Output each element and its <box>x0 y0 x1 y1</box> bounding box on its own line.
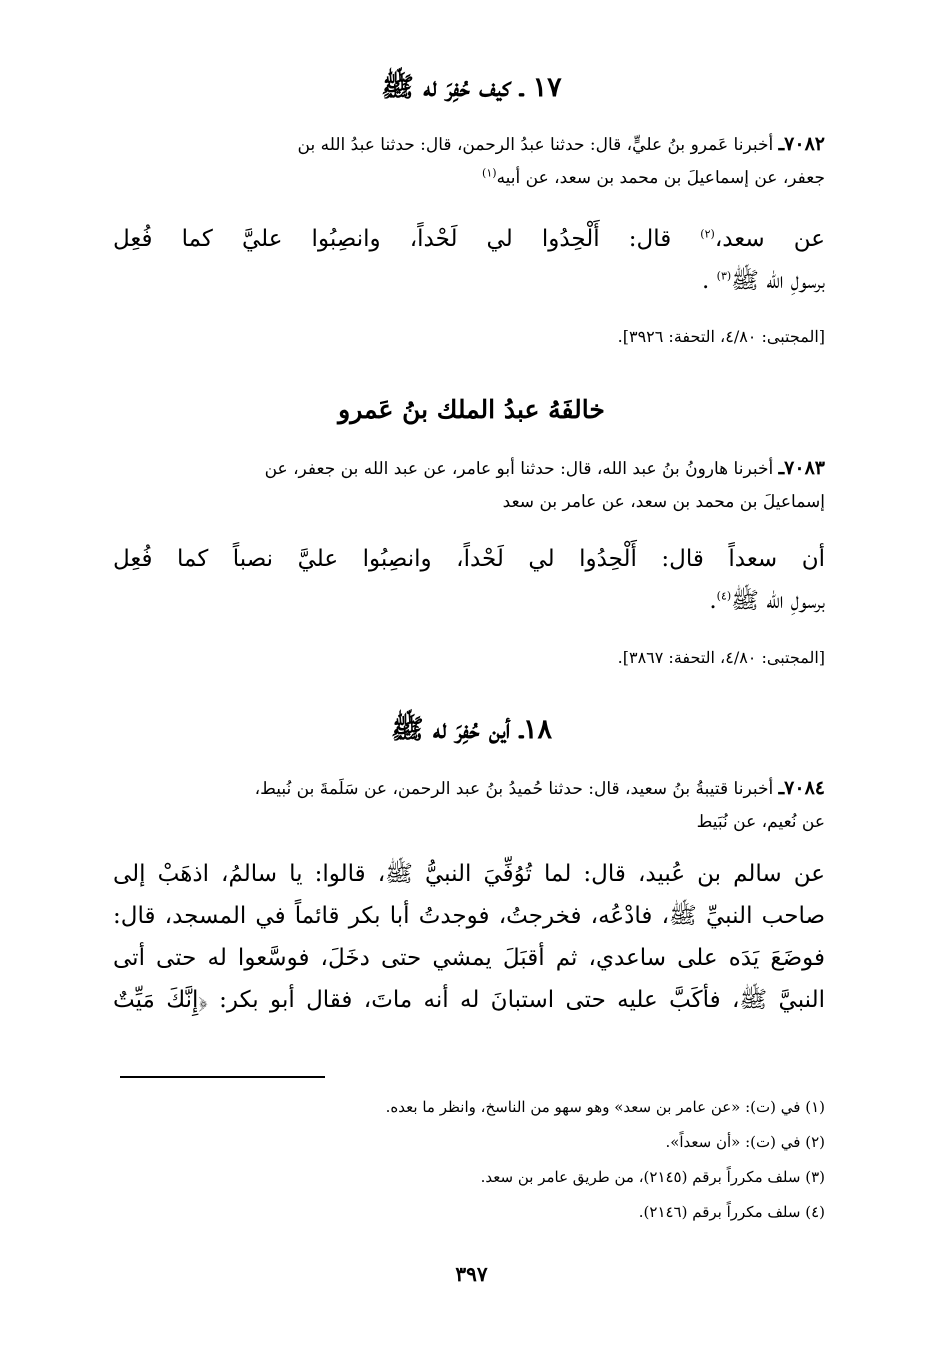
hadith-7084-matn <box>113 853 825 1021</box>
hadith-number: ٧٠٨٤ـ <box>778 777 825 799</box>
matn-text: . <box>702 268 717 294</box>
page-number: ٣٩٧ <box>455 1262 488 1286</box>
matn-line: صاحب النبيِّ ﷺ، فادْعُه، فخرجتُ، فوجدتُ أبا بكر قائماً في المسجد، قال: <box>113 903 825 929</box>
footnote-marker: (٣) <box>716 269 732 283</box>
isnad-text: أخبرنا هارونُ بنُ عبد الله، قال: حدثنا أبو عامر، عن عبد الله بن جعفر، عن <box>264 459 779 479</box>
matn-line: أن سعداً قال: أَلْحِدُوا لي لَحْداً، وانصِبُوا عليَّ نصباً كما فُعِل <box>113 546 825 572</box>
section-heading-17: ١٧ ـ كيف حُفِرَ له ﷺ <box>381 72 562 103</box>
isnad-text: أخبرنا قتيبةُ بنُ سعيد، قال: حدثنا حُميدُ بنُ عبد الرحمن، عن سَلَمةَ بن نُبيط، <box>254 779 779 799</box>
footnote-4: (٤) سلف مكرراً برقم (٢١٤٦). <box>638 1203 825 1221</box>
matn-text: . <box>709 588 717 614</box>
matn-text: قال: أَلْحِدُوا لي لَحْداً، وانصِبُوا عليَّ كما فُعِل <box>113 226 701 252</box>
isnad-text: جعفر، عن إسماعيلَ بن محمد بن سعد، عن أبيه <box>496 168 825 188</box>
hadith-7083-reference: [المجتبى: ٤/٨٠، التحفة: ٣٨٦٧]. <box>617 648 825 667</box>
footnote-3: (٣) سلف مكرراً برقم (٢١٤٥)، من طريق عامر بن سعد. <box>480 1168 825 1186</box>
isnad-text: أخبرنا عَمرو بنُ عليٍّ، قال: حدثنا عبدُ الرحمن، قال: حدثنا عبدُ الله بن <box>297 135 779 155</box>
hadith-number: ٧٠٨٢ـ <box>778 133 825 155</box>
section-heading-18: ١٨ـ أين حُفِرَ له ﷺ <box>391 714 552 745</box>
footnote-marker: (٢) <box>700 227 715 241</box>
hadith-7084-isnad <box>113 772 825 839</box>
hadith-7083-matn <box>113 538 825 622</box>
hadith-7082-isnad <box>113 128 825 195</box>
footnotes <box>113 1090 825 1230</box>
footnote-2: (٢) في (ت): «أن سعداً». <box>665 1133 825 1151</box>
hadith-number: ٧٠٨٣ـ <box>778 457 825 479</box>
matn-line: النبيَّ ﷺ، فأكَبَّ عليه حتى استبانَ له أنه ماتَ، فقال أبو بكر: ﴿إِنَّكَ مَيِّتٌ <box>113 987 825 1013</box>
footnote-divider <box>120 1076 325 1078</box>
matn-line: فوضَعَ يَدَه على ساعدي، ثم أقبَلَ يمشي حتى دخَلَ، فوسَّعوا له حتى أتى <box>113 945 825 971</box>
footnote-marker: (٤) <box>716 589 732 603</box>
matn-line: عن سالم بن عُبيد، قال: لما تُوُفِّيَ النبيُّ ﷺ، قالوا: يا سالمُ، اذهَبْ إلى <box>113 861 825 887</box>
matn-text: عن سعد، <box>714 226 826 252</box>
matn-text: برسولِ الله ﷺ <box>731 268 825 294</box>
hadith-7083-isnad <box>113 452 825 519</box>
footnote-1: (١) في (ت): «عن عامر بن سعد» وهو سهو من الناسخ، وانظر ما بعده. <box>385 1098 825 1116</box>
isnad-text: عن نُعيم، عن نُبَيط <box>696 812 825 832</box>
subheading: خالفَهُ عبدُ الملك بنُ عَمرو <box>338 395 605 424</box>
matn-line <box>113 580 825 622</box>
matn-text: برسولِ الله ﷺ <box>731 588 825 614</box>
matn-line <box>113 218 825 260</box>
hadith-7082-reference: [المجتبى: ٤/٨٠، التحفة: ٣٩٢٦]. <box>617 327 825 346</box>
hadith-7082-matn <box>113 218 825 302</box>
footnote-marker: (١) <box>482 166 497 180</box>
isnad-text: إسماعيلَ بن محمد بن سعد، عن عامر بن سعد <box>502 492 825 512</box>
matn-line <box>113 260 825 302</box>
